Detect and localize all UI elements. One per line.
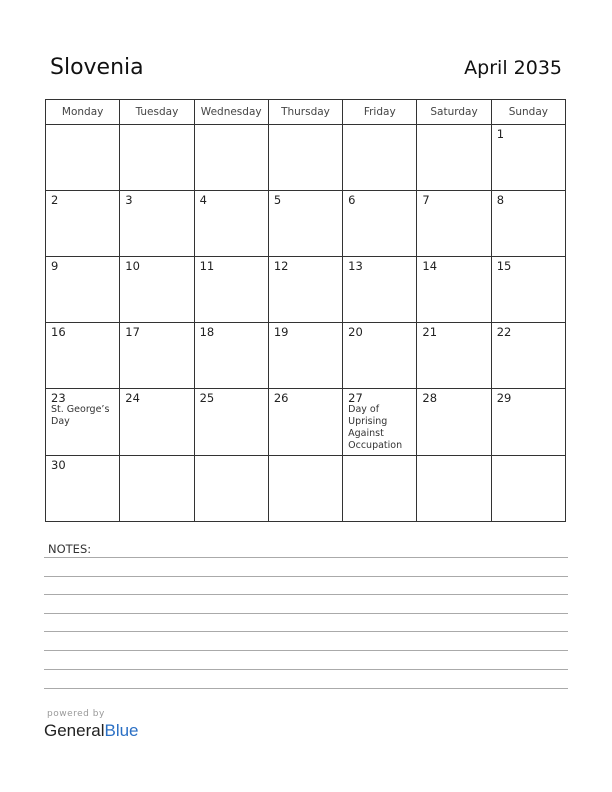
day-cell <box>268 191 342 257</box>
day-cell <box>343 257 417 323</box>
holiday-label: St. George’s Day <box>51 404 110 427</box>
day-cell <box>194 323 268 389</box>
day-number: 7 <box>422 193 430 207</box>
day-cell <box>46 257 120 323</box>
day-number: 29 <box>496 391 512 405</box>
day-cell <box>268 389 342 456</box>
day-cell <box>46 456 120 522</box>
day-cell <box>120 323 194 389</box>
day-cell <box>46 125 120 191</box>
day-cell <box>268 125 342 191</box>
notes-line <box>44 688 568 689</box>
day-cell <box>417 456 491 522</box>
day-number: 30 <box>51 458 66 472</box>
day-cell <box>46 389 120 456</box>
day-number: 26 <box>273 391 289 405</box>
day-cell <box>194 191 268 257</box>
brand-name-part2: Blue <box>104 721 139 740</box>
notes-line <box>44 613 568 614</box>
day-cell <box>343 323 417 389</box>
day-cell <box>120 191 194 257</box>
weekday-header: Wednesday <box>194 100 268 125</box>
weekday-header: Sunday <box>491 100 565 125</box>
day-cell <box>491 456 565 522</box>
day-cell <box>491 125 565 191</box>
day-cell <box>194 389 268 456</box>
notes-line <box>44 650 568 651</box>
weekday-header: Tuesday <box>120 100 194 125</box>
day-number: 16 <box>51 325 66 339</box>
day-cell <box>491 257 565 323</box>
day-number: 17 <box>125 325 140 339</box>
week-row <box>46 125 566 191</box>
week-row <box>46 323 566 389</box>
day-cell <box>46 191 120 257</box>
day-cell <box>417 257 491 323</box>
day-number: 1 <box>496 127 505 141</box>
day-number: 9 <box>51 259 59 273</box>
day-cell <box>268 456 342 522</box>
notes-line <box>44 669 568 670</box>
day-number: 23 <box>51 391 66 405</box>
brand-name-part1: General <box>44 721 105 740</box>
week-row <box>46 257 566 323</box>
day-cell <box>417 323 491 389</box>
day-cell <box>268 323 342 389</box>
day-number: 20 <box>348 325 363 339</box>
day-cell <box>417 125 491 191</box>
weekday-header: Saturday <box>417 100 491 125</box>
day-number: 15 <box>496 259 512 273</box>
day-number: 13 <box>348 259 363 273</box>
holiday-label: Day of Uprising Against Occupation <box>348 404 403 451</box>
day-cell <box>120 125 194 191</box>
day-cell <box>194 125 268 191</box>
day-cell <box>120 456 194 522</box>
day-cell <box>343 456 417 522</box>
notes-label: NOTES: <box>48 542 92 556</box>
day-cell <box>417 191 491 257</box>
day-cell <box>194 456 268 522</box>
day-cell <box>491 323 565 389</box>
day-cell <box>343 191 417 257</box>
day-number: 8 <box>496 193 505 207</box>
day-cell <box>46 323 120 389</box>
brand-logo[interactable] <box>44 721 139 741</box>
weekday-header: Monday <box>46 100 120 125</box>
week-row <box>46 389 566 456</box>
powered-by-text: powered by <box>47 709 105 719</box>
day-cell <box>343 125 417 191</box>
country-title: Slovenia <box>50 55 144 80</box>
day-number: 11 <box>199 259 215 273</box>
day-number: 24 <box>125 391 140 405</box>
day-cell <box>417 389 491 456</box>
day-number: 14 <box>422 259 438 273</box>
notes-line <box>44 631 568 632</box>
week-row <box>46 456 566 522</box>
day-cell <box>194 257 268 323</box>
day-number: 21 <box>422 325 438 339</box>
day-number: 6 <box>348 193 356 207</box>
day-number: 28 <box>422 391 438 405</box>
notes-line <box>44 557 568 558</box>
day-number: 3 <box>125 193 133 207</box>
week-row <box>46 191 566 257</box>
day-number: 10 <box>125 259 140 273</box>
day-cell <box>491 389 565 456</box>
day-number: 2 <box>51 193 59 207</box>
day-number: 12 <box>273 259 289 273</box>
notes-line <box>44 576 568 577</box>
notes-line <box>44 594 568 595</box>
day-cell <box>343 389 417 456</box>
day-cell <box>120 389 194 456</box>
weekday-header-row <box>46 100 566 125</box>
day-number: 19 <box>273 325 289 339</box>
month-year-title: April 2035 <box>464 57 562 79</box>
day-number: 4 <box>199 193 207 207</box>
weekday-header: Thursday <box>268 100 342 125</box>
weekday-header: Friday <box>343 100 417 125</box>
day-number: 22 <box>496 325 512 339</box>
day-number: 18 <box>199 325 215 339</box>
calendar-grid <box>45 99 566 522</box>
day-number: 5 <box>273 193 282 207</box>
day-number: 25 <box>199 391 215 405</box>
day-cell <box>491 191 565 257</box>
day-cell <box>120 257 194 323</box>
day-number: 27 <box>348 391 363 405</box>
day-cell <box>268 257 342 323</box>
